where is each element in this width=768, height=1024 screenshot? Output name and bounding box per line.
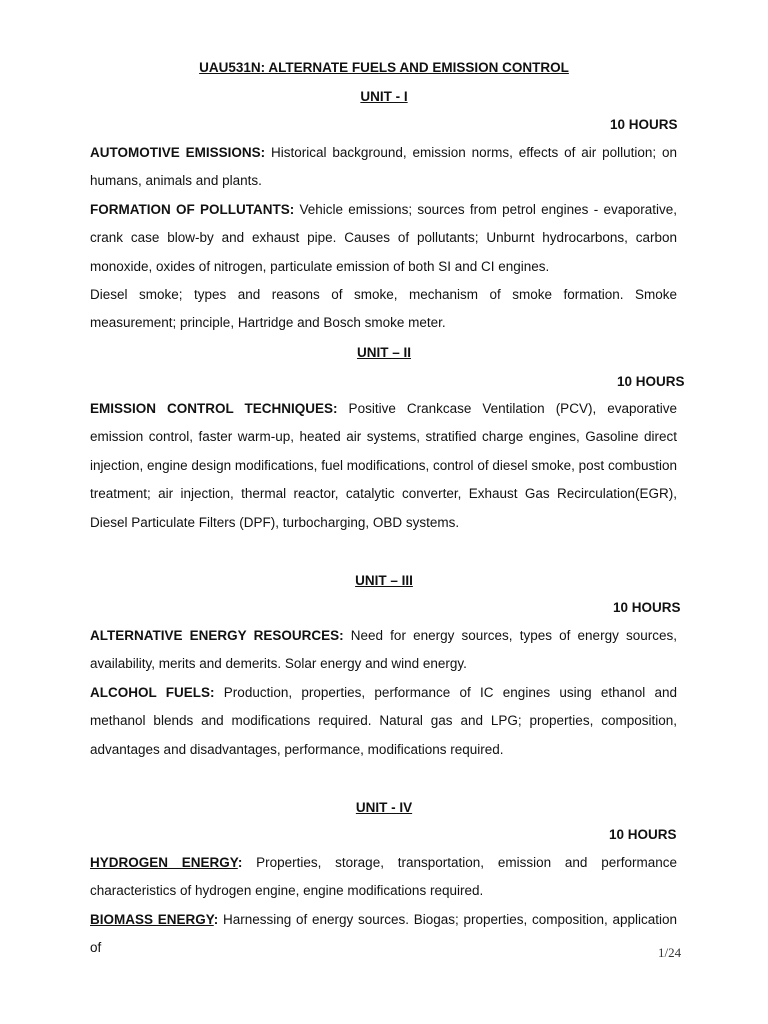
unit-4-hours: 10 HOURS	[609, 827, 677, 842]
unit-2-hours: 10 HOURS	[617, 374, 685, 389]
term-hydrogen-energy: HYDROGEN ENERGY	[90, 855, 238, 870]
unit-4-heading: UNIT - IV	[355, 800, 413, 815]
term-alternative-energy-resources: ALTERNATIVE ENERGY RESOURCES:	[90, 628, 344, 643]
paragraph-biomass-energy	[90, 906, 677, 963]
unit-3-heading: UNIT – III	[355, 573, 413, 588]
paragraph-text: Diesel smoke; types and reasons of smoke, mechanism of smoke formation. Smoke measurement; principle, Hartridge and Bosch smoke meter.	[90, 287, 677, 331]
term-colon: :	[237, 855, 243, 870]
unit-2-heading: UNIT – II	[356, 345, 411, 360]
term-biomass-energy: BIOMASS ENERGY	[90, 912, 214, 927]
paragraph-text: Harnessing of energy sources. Biogas; properties, composition, application of	[90, 912, 678, 956]
paragraph-text: Need for energy sources, types of energy sources, availability, merits and demerits. Solar energy and wind energy.	[90, 628, 677, 672]
term-emission-control-techniques: EMISSION CONTROL TECHNIQUES:	[90, 401, 338, 416]
paragraph-text: Production, properties, performance of IC engines using ethanol and methanol blends and modifications required. Natural gas and LPG; properties, composition, advantages and disadvantages, performance, modifications required.	[90, 685, 677, 757]
paragraph-alcohol-fuels	[90, 679, 677, 764]
term-formation-of-pollutants: FORMATION OF POLLUTANTS:	[90, 202, 295, 217]
paragraph-automotive-emissions	[90, 139, 677, 196]
paragraph-text: Vehicle emissions; sources from petrol engines - evaporative, crank case blow-by and exhaust pipe. Causes of pollutants; Unburnt hydrocarbons, carbon monoxide, oxides of nitrogen, particulate emission of both SI and CI engines.	[90, 202, 677, 274]
paragraph-text: Properties, storage, transportation, emission and performance characteristics of hydrogen engine, engine modifications required.	[90, 855, 677, 899]
unit-1-heading: UNIT - I	[360, 89, 408, 104]
paragraph-diesel-smoke	[90, 281, 677, 338]
paragraph-text: Historical background, emission norms, effects of air pollution; on humans, animals and plants.	[90, 145, 678, 189]
paragraph-formation-of-pollutants	[90, 196, 677, 281]
term-alcohol-fuels: ALCOHOL FUELS:	[90, 685, 215, 700]
paragraph-text: Positive Crankcase Ventilation (PCV), evaporative emission control, faster warm-up, heated air systems, stratified charge engines, Gasoline direct injection, engine design modifications, fuel modifications, control of diesel smoke, post combustion treatment; air injection, thermal reactor, catalytic converter, Exhaust Gas Recirculation(EGR), Diesel Particulate Filters (DPF), turbocharging, OBD systems.	[90, 401, 677, 530]
unit-1-hours: 10 HOURS	[610, 117, 678, 132]
paragraph-emission-control-techniques	[90, 395, 677, 537]
page-number: 1/24	[658, 945, 682, 960]
unit-3-hours: 10 HOURS	[613, 600, 681, 615]
course-title: UAU531N: ALTERNATE FUELS AND EMISSION CONTROL	[199, 60, 569, 75]
term-automotive-emissions: AUTOMOTIVE EMISSIONS:	[90, 145, 266, 160]
paragraph-alternative-energy-resources	[90, 622, 677, 679]
term-colon: :	[213, 912, 219, 927]
paragraph-hydrogen-energy	[90, 849, 677, 906]
